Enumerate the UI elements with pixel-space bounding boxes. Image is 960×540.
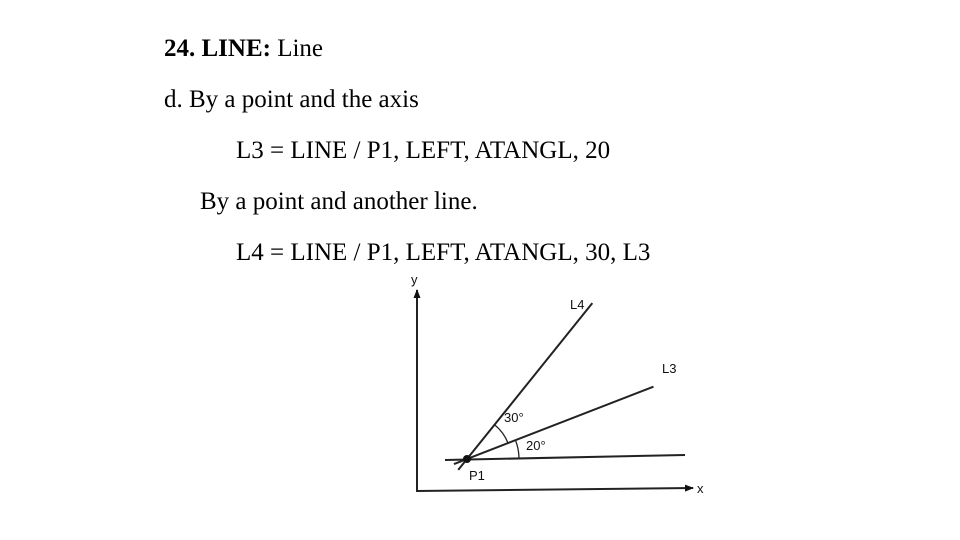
line-l4-label: L4 [570, 297, 585, 312]
horizontal-reference-line [445, 455, 685, 460]
code-line-l3: L3 = LINE / P1, LEFT, ATANGL, 20 [236, 137, 611, 164]
point-p1-marker [463, 455, 471, 463]
x-axis [417, 488, 693, 491]
line-l3-label: L3 [662, 361, 677, 376]
angle-arc-30 [495, 425, 508, 443]
heading-number: 24. [164, 35, 196, 62]
angle-30-label: 30° [504, 410, 524, 425]
code-line-l4: L4 = LINE / P1, LEFT, ATANGL, 30, L3 [236, 239, 651, 266]
x-axis-label: x [697, 481, 704, 496]
y-axis-label: y [411, 272, 418, 287]
line-l3 [454, 387, 654, 464]
line-diagram [395, 268, 725, 508]
subheading-point-and-line: By a point and another line. [200, 188, 478, 215]
heading-name: Line [277, 35, 324, 62]
subheading-point-and-axis: d. By a point and the axis [164, 86, 419, 113]
angle-arc-20 [515, 440, 519, 458]
heading-command: LINE: [201, 35, 271, 62]
section-heading [164, 34, 323, 64]
angle-20-label: 20° [526, 438, 546, 453]
point-p1-label: P1 [469, 468, 485, 483]
